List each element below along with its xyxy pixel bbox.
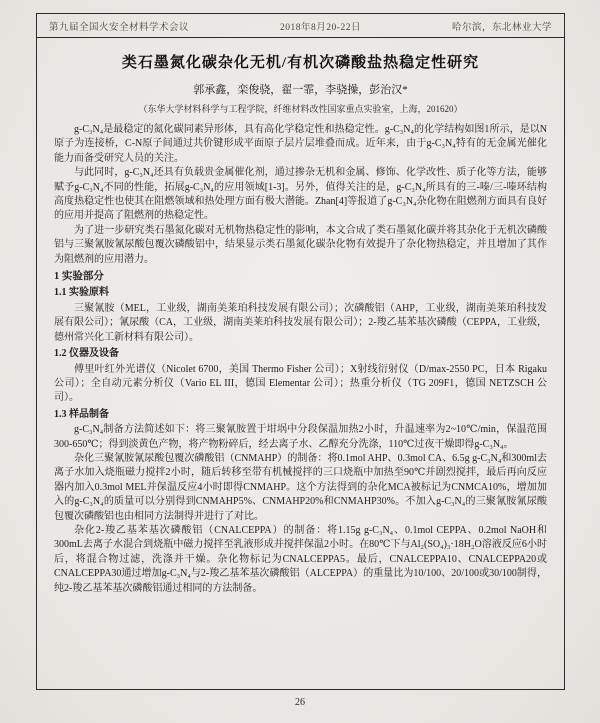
conference-location: 哈尔滨，东北林业大学	[451, 23, 552, 33]
article-body	[37, 115, 564, 596]
running-header	[37, 14, 564, 38]
paragraph-cnalceppa-preparation: 杂化2-羧乙基苯基次磷酸铝（CNALCEPPA）的制备：将1.15g g-C₃N₄、0.1mol CEPPA、0.2mol NaOH和300mL去离子水混合到烧瓶中磁力搅拌至乳液形成并搅拌保温2小时。在80℃下与Al₂(SO₄)₃·18H₂O溶液反应6小时后，将混合物过滤，洗涤并干燥。杂化物标记为CNALCEPPA5。最后，CNALCEPPA10、CNALCEPPA20或CNALCEPPA30通过增加g-C₃N₄与2-羧乙基苯基次磷酸铝（ALCEPPA）的重量比为10/100、20/100或30/100制得，纯2-羧乙基苯基次磷酸铝通过相同的方法制备。	[54, 524, 547, 594]
author-line: 郭承鑫，栾俊骁，翟一霏，李骁操，彭治汉*	[193, 84, 408, 96]
paragraph-gcn-preparation: g-C₃N₄制备方法简述如下：将三聚氰胺置于坩埚中分段保温加热2小时，升温速率为2~10℃/min，保温范围300-650℃；得到淡黄色产物，将产物粉碎后，经去离子水、乙醇充分洗涤，110℃过夜干燥即得g-C₃N₄。	[54, 424, 547, 450]
subsection-heading-instruments: 1.2 仪器及设备	[54, 348, 119, 360]
conference-name: 第九届全国火安全材料学术会议	[49, 23, 190, 33]
subsection-heading-materials: 1.1 实验原料	[54, 287, 109, 299]
conference-date: 2018年8月20-22日	[280, 23, 361, 33]
paragraph-background: 与此同时，g-C₃N₄还具有负载贵金属催化剂，通过掺杂无机和金属、修饰、化学改性、质子化等方法，能够赋予g-C₃N₄不同的性能，拓展g-C₃N₄的应用领域[1-3]。另外，值得关注的是，g-C₃N₄所具有的三-嗪/三-嗪环结构高度热稳定性也使其在阻燃领域和热处理方面有极大潜能。Zhan[4]等报道了g-C₃N₄杂化物在阻燃剂方面具有良好的应用并提高了阻燃剂的热稳定性。	[54, 167, 547, 222]
paragraph-instruments: 傅里叶红外光谱仪（Nicolet 6700，美国 Thermo Fisher 公司）；X射线衍射仪（D/max-2550 PC，日本 Rigaku 公司）；全自动元素分析仪（Vario EL III，德国 Elementar 公司）；热重分析仪（TG 209F1，德国 NETZSCH 公司）。	[54, 363, 547, 404]
paragraph-cnmahp-preparation: 杂化三聚氰胺氰尿酸包覆次磷酸铝（CNMAHP）的制备：将0.1mol AHP、0.3mol CA、6.5g g-C₃N₄和300ml去离子水加入烧瓶磁力搅拌2小时，随后转移至带有机械搅拌的三口烧瓶中加热至90℃并剧烈搅拌，最后再向反应器内加入0.3mol MEL并保温反应4小时即得CNMAHP。这个方法得到的杂化MCA被标记为CNMCA10%，增加加入的g-C₃N₄的质量可以分别得到CNMAHP5%、CNMAHP20%和CNMAHP30%。不加入g-C₃N₄的三聚氰胺氰尿酸包覆次磷酸铝也由相同方法制得并进行了对比。	[54, 452, 547, 522]
paragraph-materials: 三聚氰胺（MEL，工业级，湖南美莱珀科技发展有限公司）；次磷酸铝（AHP，工业级，湖南美莱珀科技发展有限公司）；氰尿酸（CA，工业级，湖南美莱珀科技发展有限公司）；2-羧乙基苯基次磷酸（CEPPA，工业级，德州常兴化工新材料有限公司）。	[54, 302, 547, 343]
paragraph-intro: g-C₃N₄是最稳定的氮化碳同素异形体，具有高化学稳定性和热稳定性。g-C₃N₄的化学结构如图1所示，是以N原子为连接桥，C-N原子间通过共价键形成平面原子层片层堆叠而成。近年来，由于g-C₃N₄特有的无金属光催化能力而备受研究人员的关注。	[54, 124, 547, 164]
affiliation-line: （东华大学材料科学与工程学院，纤维材料改性国家重点实验室，上海，201620）	[138, 104, 463, 114]
paragraph-motivation: 为了进一步研究类石墨氮化碳对无机物热稳定性的影响，本文合成了类石墨氮化碳并将其杂化于无机次磷酸铝与三聚氰胺氰尿酸包覆次磷酸铝中，结果显示类石墨氮化碳杂化物有效提升了杂化物热稳定，并且增加了其作为阻燃剂的应用潜力。	[54, 224, 547, 265]
page-number: 26	[295, 697, 305, 708]
section-heading-experiment: 1 实验部分	[54, 271, 104, 283]
subsection-heading-preparation: 1.3 样品制备	[54, 408, 109, 420]
page-frame	[36, 13, 565, 690]
article-title: 类石墨氮化碳杂化无机/有机次磷酸盐热稳定性研究	[121, 55, 480, 71]
